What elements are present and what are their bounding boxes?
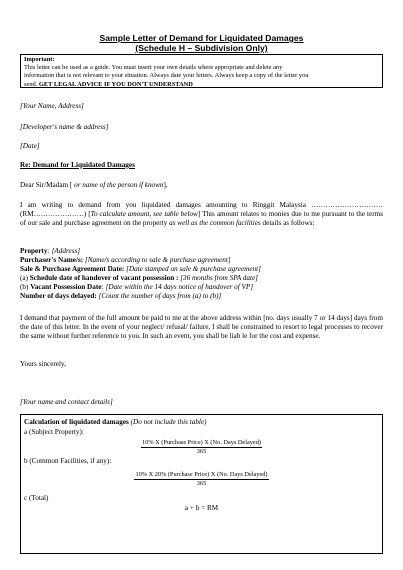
important-heading: Important: bbox=[24, 56, 55, 63]
important-notice-box bbox=[20, 54, 383, 88]
important-line-3: send. GET LEGAL ADVICE IF YOU DON'T UNDERSTAND bbox=[24, 80, 193, 88]
schedule-date-row: (a) Schedule date of handover of vacant possession : [36 months from SPA date] bbox=[20, 274, 258, 282]
property-details bbox=[20, 247, 383, 301]
important-line-1: This letter can be used as a guide. You must insert your own details where appropriate and delete any bbox=[24, 64, 283, 72]
demand-paragraph: I am writing to demand from you liquidated damages amounting to Ringgit Malaysia ………………………… (RM…………………) [To calculate amount, see table below] This amount relates to monies due to me pursuant to the terms of our sale and purchase agreement on the property as well as the common facilities details as follows: bbox=[20, 201, 383, 227]
developer-address: [Developer's name & address] bbox=[20, 123, 109, 131]
signature-block: [Your name and contact details] bbox=[20, 398, 113, 406]
calc-a-formula: 10% X (Purchase Price) X (No. Days Delayed) 365 bbox=[142, 439, 261, 455]
property-row: Property: [Address] bbox=[20, 247, 81, 255]
calc-a-label: a (Subject Property): bbox=[24, 428, 84, 436]
letter-date: [Date] bbox=[20, 142, 40, 150]
calc-total: a + b = RM bbox=[184, 504, 219, 512]
calc-heading: Calculation of liquidated damages (Do not include this table) bbox=[24, 418, 207, 426]
legal-advice-warning: GET LEGAL ADVICE IF YOU DON'T UNDERSTAND bbox=[38, 80, 193, 88]
document-title: Sample Letter of Demand for Liquidated Damages bbox=[99, 33, 304, 43]
calc-b-formula: 10% X 20% (Purchase Price) X (No. Days Delayed) 365 bbox=[135, 471, 268, 487]
calculation-table bbox=[20, 414, 383, 554]
payment-demand-paragraph: I demand that payment of the full amount be paid to me at the above address within [no. days usually 7 or 14 days] days from the date of this letter. In the event of your neglect/ refusal/ failure, I shall be constrained to resort to legal processes to recover the same without further reference to you. In such an event, you shall be liab le for the cost and expense. bbox=[20, 314, 383, 340]
spa-date-row: Sale & Purchase Agreement Date: [Date stamped on sale & purchase agreement] bbox=[20, 265, 261, 273]
important-line-2: information that is not relevant to your situation. Always date your letters. Always keep a copy of the letter you bbox=[24, 72, 309, 80]
sender-address: [Your Name, Address] bbox=[20, 102, 84, 110]
subject-line: Re: Demand for Liquidated Damages bbox=[20, 161, 135, 169]
salutation: Dear Sir/Madam [ or name of the person if known], bbox=[20, 181, 168, 189]
calc-c-label: c (Total) bbox=[24, 494, 49, 502]
vp-date-row: (b) Vacant Possession Date: [Date within the 14 days notice of handover of VP] bbox=[20, 283, 254, 291]
purchaser-row: Purchaser's Name/s: [Name/s according to sale & purchase agreement] bbox=[20, 256, 231, 264]
calc-b-label: b (Common Facilities, if any): bbox=[24, 457, 112, 465]
closing: Yours sincerely, bbox=[20, 360, 66, 368]
document-subtitle: (Schedule H – Subdivision Only) bbox=[135, 43, 268, 53]
days-delayed-row: Number of days delayed: [Count the number of days from (a) to (b)] bbox=[20, 292, 222, 300]
